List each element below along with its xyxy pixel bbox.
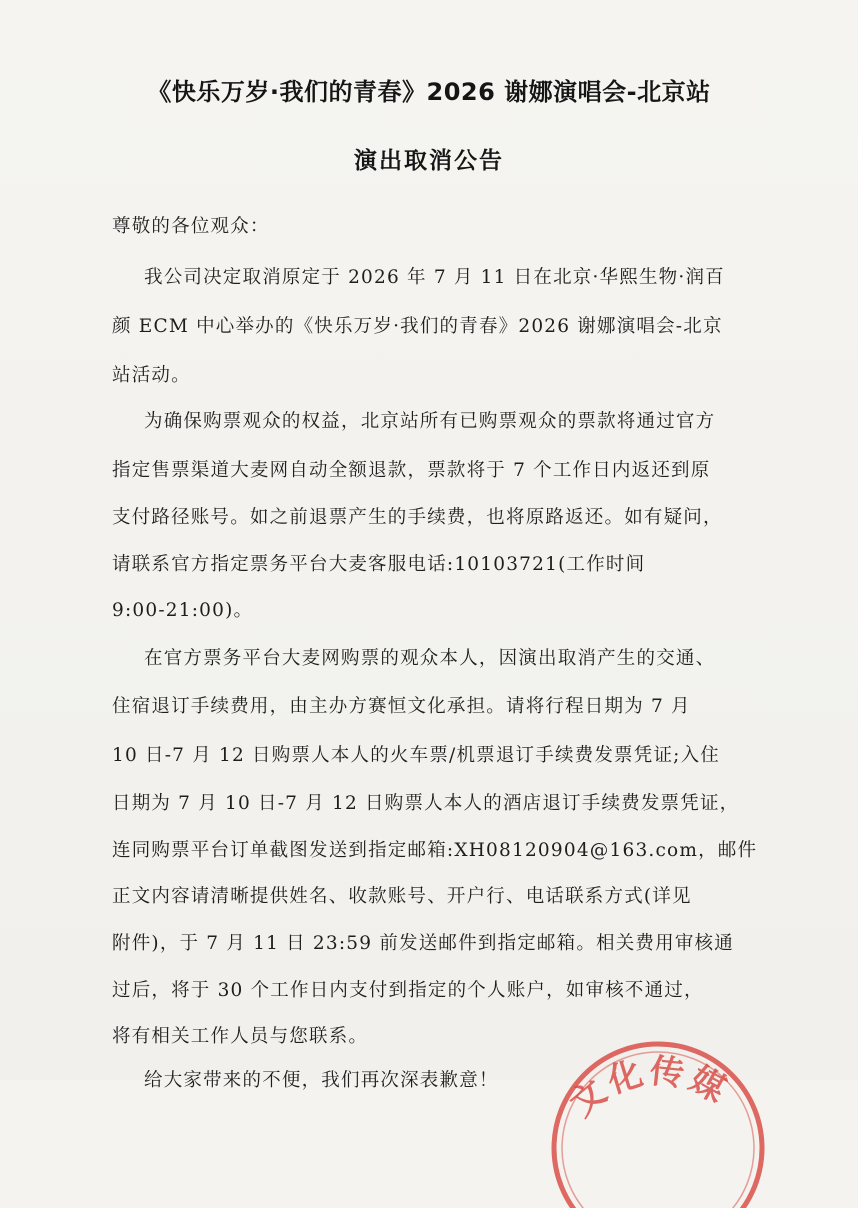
greeting-line: 尊敬的各位观众： [112,216,270,237]
paragraph-1-line-1: 我公司决定取消原定于 2026 年 7 月 11 日在北京·华熙生物·润百 [144,267,725,288]
company-seal-stamp [528,1008,788,1208]
paragraph-2-line-2: 指定售票渠道大麦网自动全额退款，票款将于 7 个工作日内返还到原 [112,460,711,481]
paragraph-2-line-1: 为确保购票观众的权益，北京站所有已购票观众的票款将通过官方 [144,411,716,432]
seal-text: 文化传媒 [562,1051,736,1125]
paragraph-3-line-8: 过后，将于 30 个工作日内支付到指定的个人账户，如审核不通过， [112,980,704,1001]
document-subtitle: 演出取消公告 [354,148,504,174]
paragraph-3-line-6: 正文内容请清晰提供姓名、收款账号、开户行、电话联系方式(详见 [112,886,692,907]
paragraph-3-line-9: 将有相关工作人员与您联系。 [112,1026,369,1047]
paragraph-2-line-3: 支付路径账号。如之前退票产生的手续费，也将原路返还。如有疑问， [112,507,723,528]
paragraph-3-line-4: 日期为 7 月 10 日-7 月 12 日购票人本人的酒店退订手续费发票凭证， [112,793,740,814]
svg-text:文化传媒 [563,1051,736,1124]
paragraph-2-line-4: 请联系官方指定票务平台大麦客服电话:10103721(工作时间 [112,554,646,575]
closing-line: 给大家带来的不便，我们再次深表歉意！ [144,1070,499,1091]
paragraph-3-line-7: 附件)，于 7 月 11 日 23:59 前发送邮件到指定邮箱。相关费用审核通 [112,933,734,954]
paragraph-3-line-3: 10 日-7 月 12 日购票人本人的火车票/机票退订手续费发票凭证;入住 [112,745,720,766]
paragraph-3-line-2: 住宿退订手续费用，由主办方赛恒文化承担。请将行程日期为 7 月 [112,696,691,717]
paragraph-1-line-3: 站活动。 [112,365,191,386]
paragraph-1-line-2: 颜 ECM 中心举办的《快乐万岁·我们的青春》2026 谢娜演唱会-北京 [112,316,723,337]
paragraph-2-line-5: 9:00-21:00)。 [112,600,254,621]
paragraph-3-line-1: 在官方票务平台大麦网购票的观众本人，因演出取消产生的交通、 [144,648,716,669]
document-title: 《快乐万岁·我们的青春》2026 谢娜演唱会-北京站 [147,78,711,106]
paragraph-3-line-5: 连同购票平台订单截图发送到指定邮箱:XH08120904@163.com，邮件 [112,840,758,861]
